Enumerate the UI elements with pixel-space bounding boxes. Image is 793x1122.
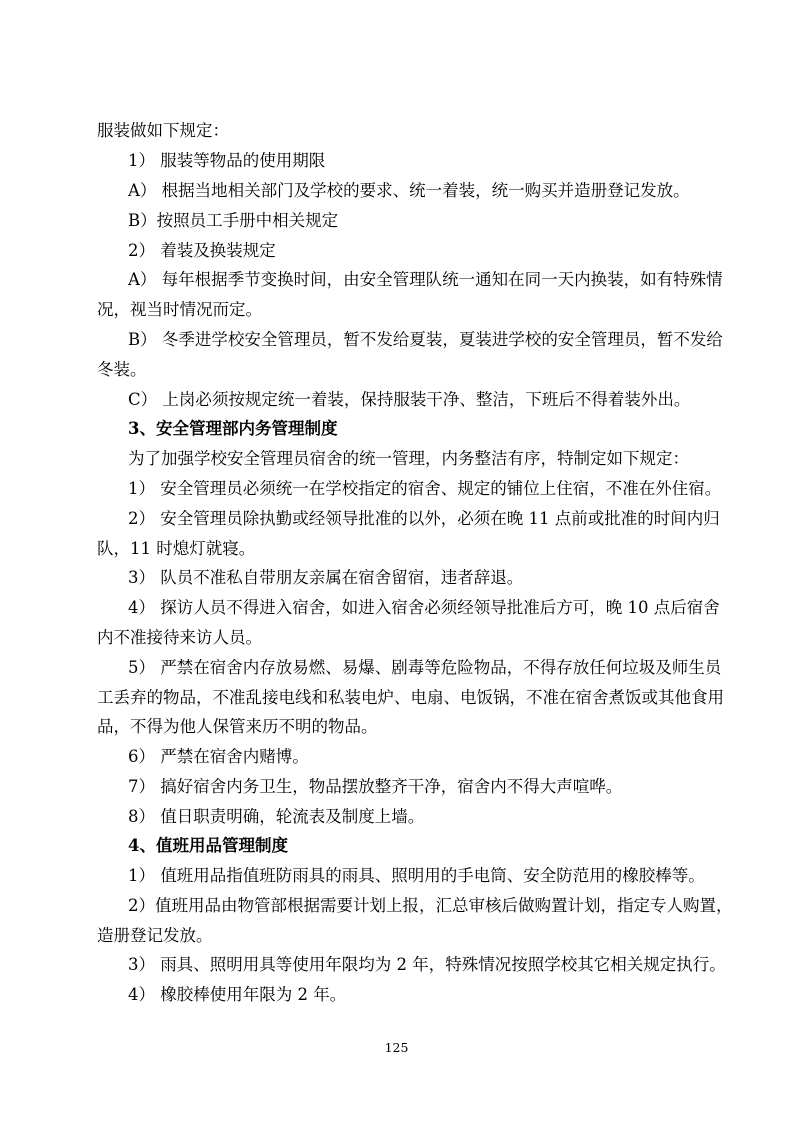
paragraph-line: 2） 着装及换装规定 <box>128 241 276 260</box>
paragraph-line: 3） 雨具、照明用具等使用年限均为 2 年，特殊情况按照学校其它相关规定执行。 <box>128 955 726 974</box>
paragraph-line: A） 根据当地相关部门及学校的要求、统一着装，统一购买并造册登记发放。 <box>128 181 690 200</box>
paragraph-line: 4） 橡胶棒使用年限为 2 年。 <box>128 985 347 1004</box>
section-heading: 4、值班用品管理制度 <box>128 836 288 855</box>
paragraph-line: B） 冬季进学校安全管理员，暂不发给夏装，夏装进学校的安全管理员，暂不发给 <box>128 330 723 349</box>
paragraph-line: 服装做如下规定： <box>97 121 229 140</box>
paragraph-line: 队，11 时熄灯就寝。 <box>97 539 256 558</box>
paragraph-line: 8） 值日职责明确，轮流表及制度上墙。 <box>128 807 425 826</box>
paragraph-line: 工丢弃的物品，不准乱接电线和私装电炉、电扇、电饭锅，不准在宿舍煮饭或其他食用 <box>97 688 724 707</box>
paragraph-line: 5） 严禁在宿舍内存放易燃、易爆、剧毒等危险物品，不得存放任何垃圾及师生员 <box>128 658 722 677</box>
paragraph-line: 6） 严禁在宿舍内赌博。 <box>128 747 309 766</box>
paragraph-line: A） 每年根据季节变换时间，由安全管理队统一通知在同一天内换装，如有特殊情 <box>128 270 723 289</box>
paragraph-line: C） 上岗必须按规定统一着装，保持服装干净、整洁，下班后不得着装外出。 <box>128 390 691 409</box>
paragraph-line: 2） 安全管理员除执勤或经领导批准的以外，必须在晚 11 点前或批准的时间内归 <box>128 509 720 528</box>
paragraph-line: 7） 搞好宿舍内务卫生，物品摆放整齐干净，宿舍内不得大声喧哗。 <box>128 777 623 796</box>
paragraph-line: 1） 服装等物品的使用期限 <box>128 151 326 170</box>
paragraph-line: 1） 值班用品指值班防雨具的雨具、照明用的手电筒、安全防范用的橡胶棒等。 <box>128 866 705 885</box>
page-number: 125 <box>384 1040 409 1055</box>
section-heading: 3、安全管理部内务管理制度 <box>128 419 338 438</box>
paragraph-line: 2）值班用品由物管部根据需要计划上报，汇总审核后做购置计划，指定专人购置， <box>128 896 733 915</box>
paragraph-line: 4） 探访人员不得进入宿舍，如进入宿舍必须经领导批准后方可，晚 10 点后宿舍 <box>128 598 720 617</box>
paragraph-line: 内不准接待来访人员。 <box>97 628 262 647</box>
paragraph-line: 况，视当时情况而定。 <box>97 300 262 319</box>
paragraph-line: 造册登记发放。 <box>97 926 213 945</box>
paragraph-line: 为了加强学校安全管理员宿舍的统一管理，内务整洁有序，特制定如下规定： <box>128 449 689 468</box>
paragraph-line: 3） 队员不准私自带朋友亲属在宿舍留宿，违者辞退。 <box>128 568 524 587</box>
paragraph-line: 品，不得为他人保管来历不明的物品。 <box>97 717 378 736</box>
paragraph-line: 冬装。 <box>97 360 147 379</box>
paragraph-line: 1） 安全管理员必须统一在学校指定的宿舍、规定的铺位上住宿，不准在外住宿。 <box>128 479 722 498</box>
paragraph-line: B）按照员工手册中相关规定 <box>128 211 339 230</box>
